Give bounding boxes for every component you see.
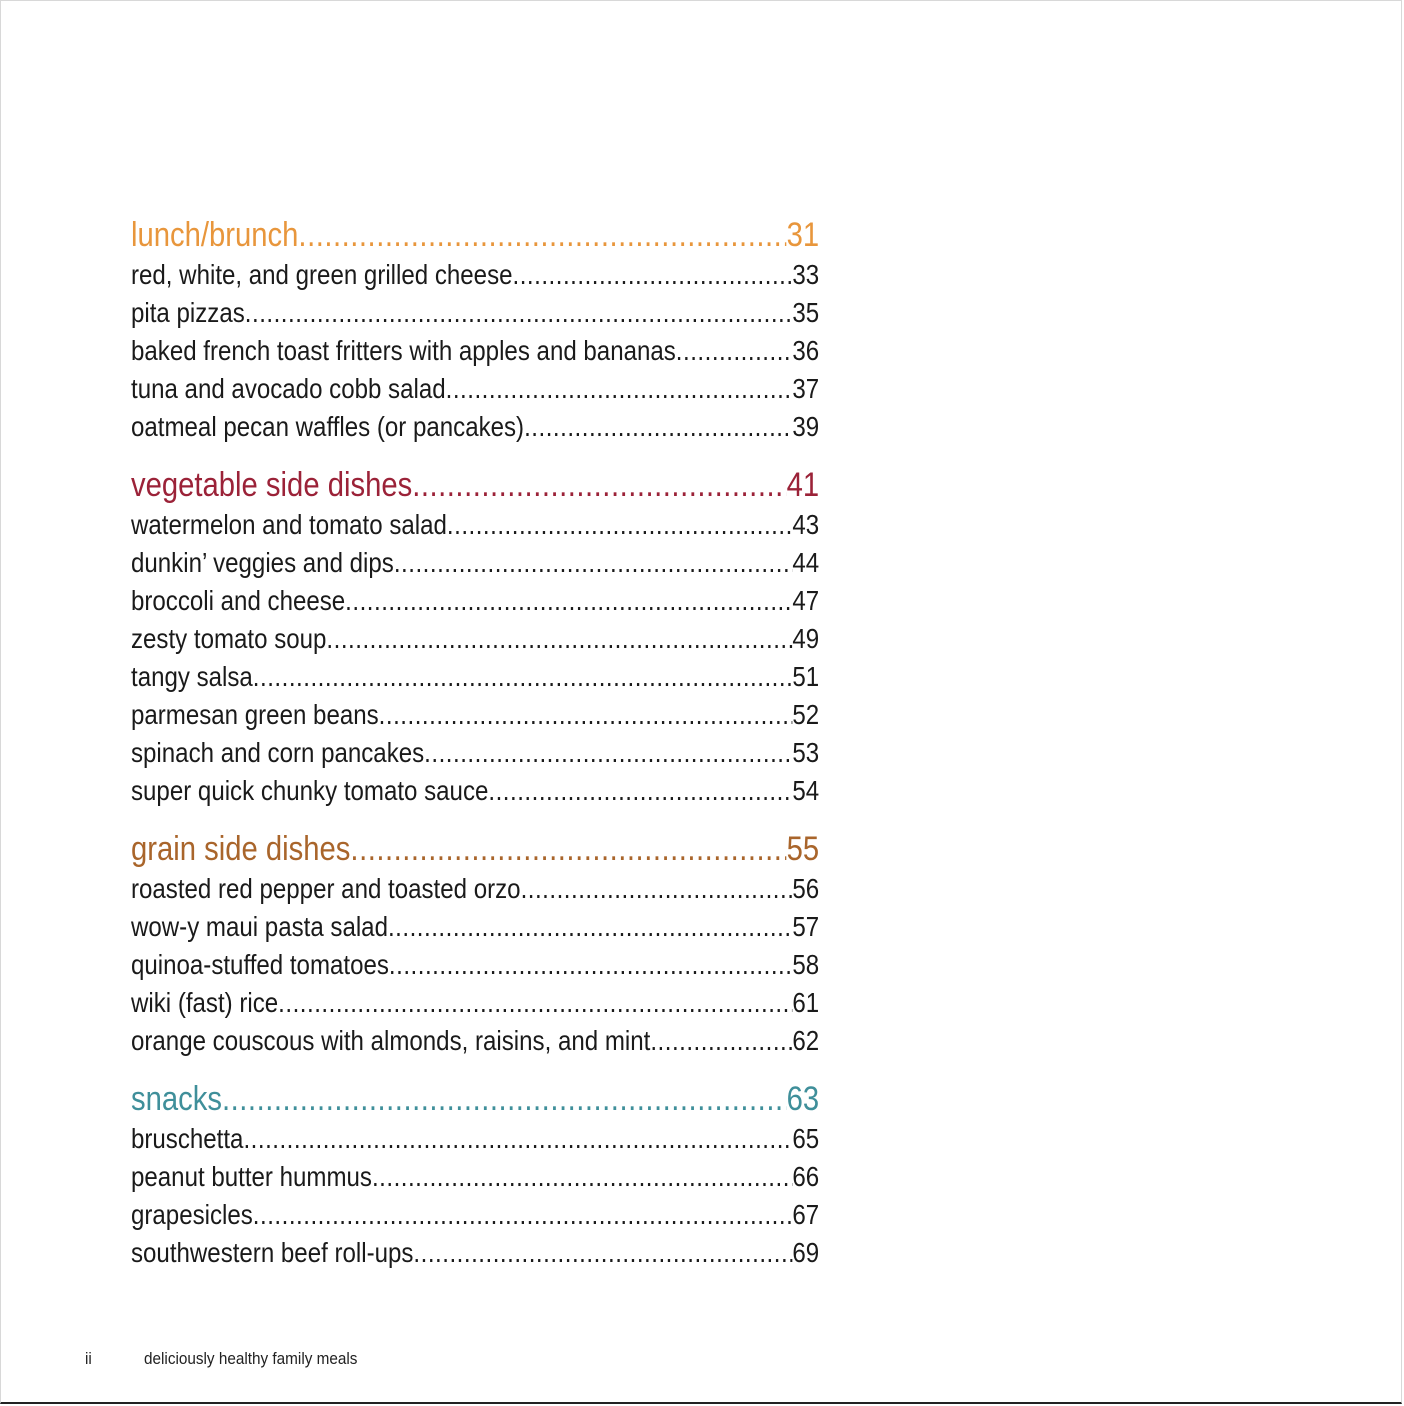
dot-leader (389, 946, 792, 984)
entry-title: wiki (fast) rice (131, 987, 279, 1018)
entry-page-number: 56 (792, 873, 820, 904)
toc-entry[interactable] (131, 772, 819, 810)
section-title: snacks (131, 1080, 223, 1118)
entry-page-number: 47 (792, 585, 820, 616)
toc-entry[interactable] (131, 582, 819, 620)
toc-entry[interactable] (131, 946, 819, 984)
entry-page-number: 54 (792, 775, 820, 806)
section-title: grain side dishes (131, 830, 351, 868)
page-folio: ii (85, 1349, 92, 1368)
entry-title: super quick chunky tomato sauce (131, 775, 489, 806)
dot-leader (345, 582, 792, 620)
entry-title: red, white, and green grilled cheese (131, 259, 513, 290)
toc-entry[interactable] (131, 1196, 819, 1234)
entry-title: dunkin’ veggies and dips (131, 547, 394, 578)
dot-leader (524, 408, 792, 446)
section-page-number: 55 (786, 830, 820, 868)
entry-page-number: 52 (792, 699, 820, 730)
toc-entry[interactable] (131, 908, 819, 946)
toc-entry[interactable] (131, 256, 819, 294)
dot-leader (222, 1078, 787, 1120)
toc-section-snacks (131, 1078, 819, 1272)
section-heading[interactable] (131, 1078, 819, 1120)
dot-leader (447, 506, 792, 544)
entry-page-number: 57 (792, 911, 820, 942)
dot-leader (488, 772, 792, 810)
toc-entry[interactable] (131, 696, 819, 734)
toc-entry[interactable] (131, 408, 819, 446)
entry-page-number: 58 (792, 949, 820, 980)
dot-leader (388, 908, 792, 946)
entry-page-number: 43 (792, 509, 820, 540)
entry-title: roasted red pepper and toasted orzo (131, 873, 521, 904)
toc-entry[interactable] (131, 1022, 819, 1060)
entry-title: quinoa-stuffed tomatoes (131, 949, 389, 980)
dot-leader (298, 214, 786, 256)
entry-title: oatmeal pecan waffles (or pancakes) (131, 411, 525, 442)
entry-title: parmesan green beans (131, 699, 379, 730)
toc-entry[interactable] (131, 332, 819, 370)
table-of-contents (131, 214, 819, 1290)
dot-leader (446, 370, 793, 408)
entry-title: zesty tomato soup (131, 623, 327, 654)
dot-leader (413, 1234, 792, 1272)
toc-entry[interactable] (131, 984, 819, 1022)
entry-page-number: 35 (792, 297, 820, 328)
toc-entry[interactable] (131, 620, 819, 658)
section-page-number: 63 (786, 1080, 820, 1118)
dot-leader (676, 332, 793, 370)
dot-leader (513, 256, 793, 294)
entry-title: tuna and avocado cobb salad (131, 373, 446, 404)
entry-page-number: 51 (792, 661, 820, 692)
toc-section-grain-side-dishes (131, 828, 819, 1060)
entry-title: grapesicles (131, 1199, 253, 1230)
dot-leader (372, 1158, 792, 1196)
dot-leader (278, 984, 792, 1022)
dot-leader (350, 828, 786, 870)
dot-leader (379, 696, 793, 734)
entry-page-number: 61 (792, 987, 820, 1018)
entry-title: orange couscous with almonds, raisins, and mint (131, 1025, 651, 1056)
toc-entry[interactable] (131, 1120, 819, 1158)
entry-page-number: 39 (792, 411, 820, 442)
toc-entry[interactable] (131, 1158, 819, 1196)
dot-leader (394, 544, 792, 582)
section-heading[interactable] (131, 214, 819, 256)
entry-page-number: 65 (792, 1123, 820, 1154)
entry-page-number: 69 (792, 1237, 820, 1268)
entry-title: bruschetta (131, 1123, 244, 1154)
toc-entry[interactable] (131, 870, 819, 908)
section-title: vegetable side dishes (131, 466, 413, 504)
entry-page-number: 33 (792, 259, 820, 290)
toc-entry[interactable] (131, 734, 819, 772)
entry-title: tangy salsa (131, 661, 253, 692)
entry-title: wow-y maui pasta salad (131, 911, 388, 942)
entry-title: baked french toast fritters with apples and bananas (131, 335, 676, 366)
section-heading[interactable] (131, 828, 819, 870)
toc-section-vegetable-side-dishes (131, 464, 819, 810)
dot-leader (243, 1120, 792, 1158)
dot-leader (412, 464, 786, 506)
entry-page-number: 66 (792, 1161, 820, 1192)
dot-leader (424, 734, 792, 772)
dot-leader (245, 294, 793, 332)
section-page-number: 31 (786, 216, 820, 254)
running-footer-title: deliciously healthy family meals (144, 1349, 358, 1368)
entry-title: southwestern beef roll-ups (131, 1237, 414, 1268)
entry-page-number: 44 (792, 547, 820, 578)
dot-leader (521, 870, 793, 908)
entry-page-number: 37 (792, 373, 820, 404)
entry-title: spinach and corn pancakes (131, 737, 425, 768)
entry-title: watermelon and tomato salad (131, 509, 447, 540)
entry-page-number: 62 (792, 1025, 820, 1056)
toc-entry[interactable] (131, 506, 819, 544)
dot-leader (253, 658, 793, 696)
entry-title: pita pizzas (131, 297, 245, 328)
entry-title: broccoli and cheese (131, 585, 346, 616)
toc-entry[interactable] (131, 544, 819, 582)
dot-leader (326, 620, 792, 658)
dot-leader (253, 1196, 793, 1234)
dot-leader (650, 1022, 792, 1060)
entry-page-number: 53 (792, 737, 820, 768)
entry-title: peanut butter hummus (131, 1161, 372, 1192)
section-heading[interactable] (131, 464, 819, 506)
toc-entry[interactable] (131, 658, 819, 696)
toc-entry[interactable] (131, 1234, 819, 1272)
entry-page-number: 36 (792, 335, 820, 366)
toc-entry[interactable] (131, 370, 819, 408)
entry-page-number: 49 (792, 623, 820, 654)
toc-section-lunch-brunch (131, 214, 819, 446)
toc-entry[interactable] (131, 294, 819, 332)
section-page-number: 41 (786, 466, 820, 504)
entry-page-number: 67 (792, 1199, 820, 1230)
section-title: lunch/brunch (131, 216, 299, 254)
